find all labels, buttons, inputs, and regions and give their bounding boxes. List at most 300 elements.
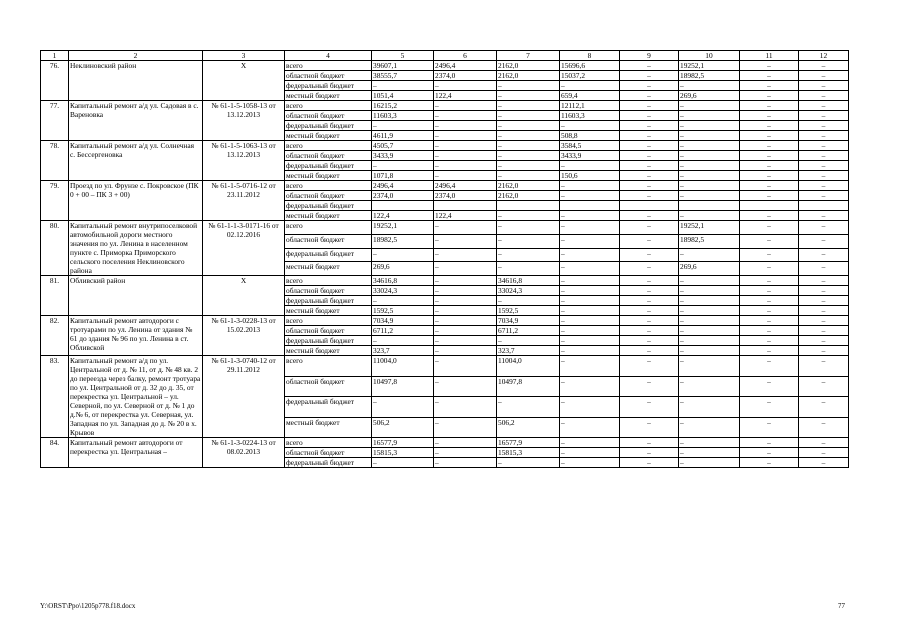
amount-cell: – — [799, 91, 849, 101]
approval-document: № 61-1-5-1058-13 от 13.12.2013 — [203, 101, 285, 141]
amount-cell: 4611,9 — [372, 131, 434, 141]
amount-cell: – — [740, 376, 799, 397]
amount-cell: – — [799, 234, 849, 248]
amount-cell: – — [434, 81, 497, 91]
amount-cell: – — [497, 296, 560, 306]
amount-cell: – — [799, 211, 849, 221]
amount-cell: – — [799, 296, 849, 306]
budget-type: областной бюджет — [285, 234, 372, 248]
budget-type: местный бюджет — [285, 417, 372, 438]
column-number-row — [41, 51, 849, 61]
row-number: 82. — [41, 316, 69, 356]
amount-cell — [497, 201, 560, 211]
amount-cell: – — [620, 336, 679, 346]
amount-cell: – — [620, 111, 679, 121]
amount-cell: – — [372, 458, 434, 468]
amount-cell: – — [620, 161, 679, 171]
amount-cell: – — [740, 448, 799, 458]
budget-type: федеральный бюджет — [285, 121, 372, 131]
amount-cell: – — [497, 336, 560, 346]
amount-cell: 2496,4 — [434, 181, 497, 191]
amount-cell: – — [620, 417, 679, 438]
amount-cell: – — [740, 234, 799, 248]
row-number: 77. — [41, 101, 69, 141]
approval-document: № 61-1-1-3-0171-16 от 02.12.2016 — [203, 221, 285, 276]
amount-cell: – — [497, 211, 560, 221]
amount-cell: – — [560, 316, 620, 326]
amount-cell: 19252,1 — [679, 221, 740, 235]
budget-type: областной бюджет — [285, 151, 372, 161]
object-name: Капитальный ремонт автодороги от перекрестка ул. Центральная – — [69, 438, 203, 468]
amount-cell — [740, 201, 799, 211]
amount-cell: – — [799, 191, 849, 201]
amount-cell: – — [434, 376, 497, 397]
amount-cell: – — [679, 316, 740, 326]
amount-cell: 39607,1 — [372, 61, 434, 71]
amount-cell: – — [679, 171, 740, 181]
amount-cell: 18982,5 — [679, 234, 740, 248]
amount-cell: – — [560, 336, 620, 346]
amount-cell: – — [434, 276, 497, 286]
amount-cell: 1592,5 — [372, 306, 434, 316]
amount-cell: 122,4 — [372, 211, 434, 221]
amount-cell: 3584,5 — [560, 141, 620, 151]
approval-document: № 61-1-3-0740-12 от 29.11.2012 — [203, 356, 285, 438]
amount-cell: – — [434, 141, 497, 151]
amount-cell: – — [497, 397, 560, 418]
amount-cell: – — [620, 191, 679, 201]
amount-cell: – — [679, 161, 740, 171]
amount-cell: 2374,0 — [372, 191, 434, 201]
amount-cell: 11603,3 — [372, 111, 434, 121]
amount-cell: – — [497, 234, 560, 248]
table-row — [41, 438, 849, 448]
amount-cell: – — [740, 181, 799, 191]
budget-type: областной бюджет — [285, 448, 372, 458]
object-name: Капитальный ремонт а/д ул. Садовая в с. Вареновка — [69, 101, 203, 141]
amount-cell: – — [560, 356, 620, 377]
amount-cell: – — [740, 71, 799, 81]
row-number: 81. — [41, 276, 69, 316]
amount-cell: 18982,5 — [372, 234, 434, 248]
object-name: Капитальный ремонт внутрипоселковой автомобильной дороги местного значения по ул. Ленина в населенном пункте с. Приморка Приморского сельского поселения Неклиновского района — [69, 221, 203, 276]
row-number: 78. — [41, 141, 69, 181]
amount-cell: – — [799, 81, 849, 91]
amount-cell: 2374,0 — [434, 71, 497, 81]
budget-type: местный бюджет — [285, 91, 372, 101]
amount-cell: – — [434, 306, 497, 316]
amount-cell: – — [560, 81, 620, 91]
amount-cell: – — [434, 296, 497, 306]
amount-cell: – — [372, 121, 434, 131]
amount-cell: – — [799, 151, 849, 161]
amount-cell: – — [434, 356, 497, 377]
amount-cell: – — [740, 326, 799, 336]
row-number: 84. — [41, 438, 69, 468]
budget-type: областной бюджет — [285, 71, 372, 81]
amount-cell: – — [434, 262, 497, 276]
amount-cell: – — [372, 336, 434, 346]
amount-cell: – — [434, 336, 497, 346]
amount-cell: 122,4 — [434, 91, 497, 101]
amount-cell: – — [620, 61, 679, 71]
budget-type: всего — [285, 181, 372, 191]
amount-cell: – — [679, 131, 740, 141]
amount-cell: – — [740, 101, 799, 111]
amount-cell: – — [497, 141, 560, 151]
amount-cell: – — [620, 316, 679, 326]
amount-cell: – — [560, 221, 620, 235]
file-path: Y:\ORST\Ppo\1205p778.f18.docx — [40, 602, 136, 610]
amount-cell: – — [679, 458, 740, 468]
object-name: Неклиновский район — [69, 61, 203, 101]
amount-cell: – — [434, 286, 497, 296]
budget-type: местный бюджет — [285, 346, 372, 356]
amount-cell: – — [679, 81, 740, 91]
amount-cell — [560, 201, 620, 211]
amount-cell: – — [497, 458, 560, 468]
amount-cell: – — [799, 141, 849, 151]
budget-type: местный бюджет — [285, 131, 372, 141]
amount-cell: – — [740, 131, 799, 141]
amount-cell: 2496,4 — [434, 61, 497, 71]
amount-cell — [799, 201, 849, 211]
amount-cell: 15696,6 — [560, 61, 620, 71]
amount-cell: 7034,9 — [372, 316, 434, 326]
amount-cell: – — [799, 286, 849, 296]
amount-cell: – — [497, 121, 560, 131]
column-number: 1 — [41, 51, 69, 61]
row-number: 76. — [41, 61, 69, 101]
amount-cell: – — [799, 111, 849, 121]
budget-type: областной бюджет — [285, 376, 372, 397]
amount-cell: – — [434, 234, 497, 248]
amount-cell: – — [679, 448, 740, 458]
table-row — [41, 181, 849, 191]
amount-cell: 2374,0 — [434, 191, 497, 201]
amount-cell: – — [620, 286, 679, 296]
amount-cell: 122,4 — [434, 211, 497, 221]
amount-cell: 150,6 — [560, 171, 620, 181]
amount-cell: 15037,2 — [560, 71, 620, 81]
approval-document: № 61-1-5-1063-13 от 13.12.2013 — [203, 141, 285, 181]
amount-cell: – — [372, 248, 434, 262]
amount-cell: – — [497, 81, 560, 91]
budget-type: всего — [285, 61, 372, 71]
amount-cell: – — [740, 397, 799, 418]
amount-cell: 2162,0 — [497, 191, 560, 201]
amount-cell: – — [620, 326, 679, 336]
amount-cell: – — [620, 171, 679, 181]
amount-cell: – — [679, 111, 740, 121]
amount-cell: – — [740, 276, 799, 286]
amount-cell: – — [740, 356, 799, 377]
column-number: 6 — [434, 51, 497, 61]
amount-cell: – — [799, 316, 849, 326]
budget-type: всего — [285, 438, 372, 448]
amount-cell: – — [679, 438, 740, 448]
amount-cell: – — [740, 91, 799, 101]
amount-cell: – — [560, 248, 620, 262]
amount-cell: – — [740, 171, 799, 181]
amount-cell: – — [740, 458, 799, 468]
amount-cell: – — [740, 248, 799, 262]
amount-cell: – — [740, 81, 799, 91]
amount-cell: – — [679, 191, 740, 201]
budget-type: всего — [285, 316, 372, 326]
amount-cell: – — [434, 326, 497, 336]
column-number: 7 — [497, 51, 560, 61]
amount-cell: – — [679, 417, 740, 438]
object-name: Обливский район — [69, 276, 203, 316]
amount-cell: – — [434, 171, 497, 181]
amount-cell: – — [740, 438, 799, 448]
amount-cell: – — [372, 81, 434, 91]
amount-cell: 323,7 — [497, 346, 560, 356]
budget-type: федеральный бюджет — [285, 336, 372, 346]
table-row — [41, 101, 849, 111]
amount-cell: – — [799, 346, 849, 356]
amount-cell: – — [620, 397, 679, 418]
amount-cell: – — [799, 221, 849, 235]
amount-cell: – — [560, 417, 620, 438]
column-number: 9 — [620, 51, 679, 61]
row-number: 80. — [41, 221, 69, 276]
amount-cell: – — [497, 131, 560, 141]
amount-cell: – — [740, 417, 799, 438]
amount-cell: 269,6 — [372, 262, 434, 276]
amount-cell: – — [560, 397, 620, 418]
amount-cell: – — [799, 448, 849, 458]
budget-type: областной бюджет — [285, 111, 372, 121]
amount-cell: – — [799, 61, 849, 71]
table-row — [41, 221, 849, 235]
amount-cell: – — [497, 111, 560, 121]
amount-cell: 2496,4 — [372, 181, 434, 191]
amount-cell: – — [620, 101, 679, 111]
table-row — [41, 276, 849, 286]
amount-cell: – — [620, 121, 679, 131]
amount-cell: 1051,4 — [372, 91, 434, 101]
amount-cell: 16577,9 — [372, 438, 434, 448]
amount-cell: 19252,1 — [372, 221, 434, 235]
amount-cell: – — [434, 458, 497, 468]
amount-cell: – — [620, 91, 679, 101]
amount-cell: – — [560, 191, 620, 201]
budget-type: областной бюджет — [285, 326, 372, 336]
table-row — [41, 356, 849, 377]
amount-cell: – — [560, 234, 620, 248]
amount-cell: – — [560, 286, 620, 296]
amount-cell: – — [434, 346, 497, 356]
amount-cell: – — [560, 326, 620, 336]
amount-cell: 15815,3 — [372, 448, 434, 458]
amount-cell: – — [560, 121, 620, 131]
amount-cell: – — [560, 306, 620, 316]
amount-cell: – — [740, 221, 799, 235]
amount-cell: – — [740, 316, 799, 326]
object-name: Капитальный ремонт автодороги с тротуарами по ул. Ленина от здания № 61 до здания № 96 по ул. Ленина в ст. Обливской — [69, 316, 203, 356]
amount-cell: – — [799, 397, 849, 418]
approval-document: Х — [203, 61, 285, 101]
amount-cell: – — [620, 131, 679, 141]
amount-cell: – — [740, 336, 799, 346]
amount-cell: – — [497, 91, 560, 101]
amount-cell: – — [740, 296, 799, 306]
amount-cell: – — [679, 376, 740, 397]
amount-cell: 506,2 — [372, 417, 434, 438]
amount-cell: – — [799, 356, 849, 377]
amount-cell: 1592,5 — [497, 306, 560, 316]
amount-cell: – — [799, 336, 849, 346]
amount-cell: – — [679, 306, 740, 316]
approval-document: № 61-1-5-0716-12 от 23.11.2012 — [203, 181, 285, 221]
amount-cell: 10497,8 — [372, 376, 434, 397]
amount-cell: – — [799, 181, 849, 191]
budget-type: областной бюджет — [285, 286, 372, 296]
object-name: Капитальный ремонт а/д ул. Солнечная с. Бессергеновка — [69, 141, 203, 181]
amount-cell: – — [620, 151, 679, 161]
budget-type: всего — [285, 101, 372, 111]
amount-cell: – — [740, 161, 799, 171]
amount-cell — [679, 201, 740, 211]
amount-cell: 11004,0 — [372, 356, 434, 377]
budget-type: федеральный бюджет — [285, 201, 372, 211]
amount-cell: – — [434, 131, 497, 141]
amount-cell: – — [620, 356, 679, 377]
column-number: 4 — [285, 51, 372, 61]
amount-cell: – — [560, 276, 620, 286]
amount-cell: – — [679, 101, 740, 111]
budget-type: местный бюджет — [285, 171, 372, 181]
amount-cell: 19252,1 — [679, 61, 740, 71]
amount-cell: – — [620, 211, 679, 221]
amount-cell: 33024,3 — [372, 286, 434, 296]
row-number: 79. — [41, 181, 69, 221]
budget-type: всего — [285, 356, 372, 377]
amount-cell: – — [740, 346, 799, 356]
table-row — [41, 61, 849, 71]
amount-cell: 508,8 — [560, 131, 620, 141]
budget-type: всего — [285, 276, 372, 286]
amount-cell: – — [620, 181, 679, 191]
amount-cell: – — [620, 71, 679, 81]
amount-cell: – — [740, 262, 799, 276]
amount-cell: – — [740, 151, 799, 161]
amount-cell — [372, 201, 434, 211]
amount-cell: 3433,9 — [560, 151, 620, 161]
budget-type: федеральный бюджет — [285, 248, 372, 262]
amount-cell: – — [497, 161, 560, 171]
amount-cell: – — [620, 276, 679, 286]
amount-cell: 2162,0 — [497, 71, 560, 81]
amount-cell: – — [799, 376, 849, 397]
amount-cell: – — [434, 438, 497, 448]
amount-cell: 6711,2 — [497, 326, 560, 336]
amount-cell: – — [560, 211, 620, 221]
amount-cell: – — [560, 376, 620, 397]
amount-cell: – — [434, 121, 497, 131]
amount-cell: – — [679, 151, 740, 161]
amount-cell: – — [679, 397, 740, 418]
amount-cell: – — [434, 161, 497, 171]
amount-cell: – — [620, 262, 679, 276]
amount-cell: – — [560, 296, 620, 306]
amount-cell: 34616,8 — [497, 276, 560, 286]
column-number: 5 — [372, 51, 434, 61]
amount-cell — [620, 201, 679, 211]
budget-type: местный бюджет — [285, 211, 372, 221]
amount-cell: 3433,9 — [372, 151, 434, 161]
amount-cell: – — [679, 141, 740, 151]
amount-cell: – — [434, 448, 497, 458]
amount-cell: – — [372, 161, 434, 171]
object-name: Проезд по ул. Фрунзе с. Покровское (ПК 0 + 00 – ПК 3 + 00) — [69, 181, 203, 221]
amount-cell: – — [620, 448, 679, 458]
amount-cell: – — [679, 326, 740, 336]
amount-cell: – — [799, 262, 849, 276]
amount-cell: – — [434, 151, 497, 161]
amount-cell: – — [560, 161, 620, 171]
amount-cell: 506,2 — [497, 417, 560, 438]
amount-cell: – — [497, 221, 560, 235]
amount-cell: 2162,0 — [497, 61, 560, 71]
amount-cell: – — [620, 234, 679, 248]
column-number: 2 — [69, 51, 203, 61]
amount-cell: – — [740, 61, 799, 71]
approval-document: № 61-1-3-0224-13 от 08.02.2013 — [203, 438, 285, 468]
amount-cell: – — [799, 417, 849, 438]
column-number: 8 — [560, 51, 620, 61]
amount-cell: – — [679, 286, 740, 296]
budget-type: областной бюджет — [285, 191, 372, 201]
amount-cell: – — [799, 326, 849, 336]
amount-cell: 34616,8 — [372, 276, 434, 286]
amount-cell: – — [620, 306, 679, 316]
amount-cell: – — [740, 211, 799, 221]
approval-document: Х — [203, 276, 285, 316]
budget-type: федеральный бюджет — [285, 397, 372, 418]
amount-cell: 18982,5 — [679, 71, 740, 81]
column-number: 11 — [740, 51, 799, 61]
table-row — [41, 141, 849, 151]
amount-cell: – — [620, 81, 679, 91]
budget-type: федеральный бюджет — [285, 296, 372, 306]
amount-cell: – — [434, 221, 497, 235]
amount-cell: – — [560, 181, 620, 191]
page-number: 77 — [838, 602, 845, 610]
amount-cell: – — [799, 276, 849, 286]
amount-cell: – — [799, 131, 849, 141]
amount-cell: – — [799, 71, 849, 81]
amount-cell: – — [679, 211, 740, 221]
amount-cell: – — [799, 458, 849, 468]
budget-type: федеральный бюджет — [285, 81, 372, 91]
amount-cell: – — [620, 376, 679, 397]
amount-cell: – — [799, 171, 849, 181]
amount-cell: – — [434, 248, 497, 262]
amount-cell: – — [799, 248, 849, 262]
amount-cell: – — [799, 161, 849, 171]
amount-cell: – — [740, 306, 799, 316]
amount-cell: 1071,8 — [372, 171, 434, 181]
amount-cell: – — [560, 346, 620, 356]
amount-cell: 269,6 — [679, 91, 740, 101]
amount-cell: – — [620, 221, 679, 235]
amount-cell: – — [434, 417, 497, 438]
amount-cell: – — [497, 248, 560, 262]
amount-cell: – — [799, 101, 849, 111]
